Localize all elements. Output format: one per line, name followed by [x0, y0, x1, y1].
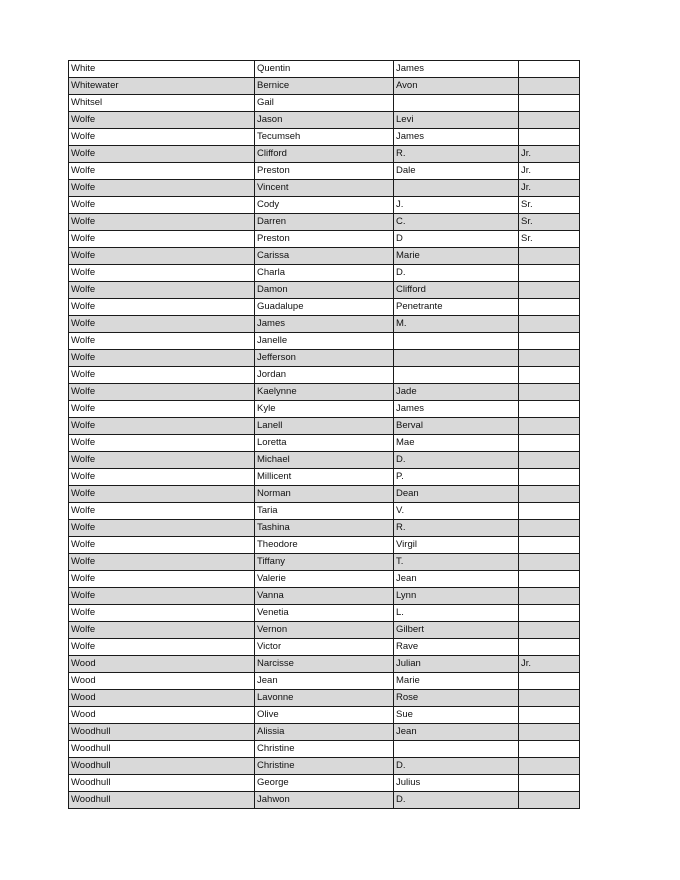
table-row [69, 163, 580, 180]
first-name-cell: Vernon [255, 622, 394, 639]
middle-name-cell: Julius [394, 775, 519, 792]
last-name-cell: Wolfe [69, 180, 255, 197]
last-name-cell: Wolfe [69, 588, 255, 605]
table-row [69, 588, 580, 605]
table-row [69, 367, 580, 384]
middle-name-cell: D. [394, 265, 519, 282]
suffix-cell: Jr. [519, 180, 580, 197]
last-name-cell: White [69, 61, 255, 78]
table-row [69, 622, 580, 639]
last-name-cell: Wolfe [69, 452, 255, 469]
last-name-cell: Wolfe [69, 401, 255, 418]
last-name-cell: Wolfe [69, 214, 255, 231]
table-row [69, 384, 580, 401]
last-name-cell: Wood [69, 656, 255, 673]
suffix-cell [519, 775, 580, 792]
table-row [69, 418, 580, 435]
suffix-cell: Jr. [519, 146, 580, 163]
first-name-cell: Janelle [255, 333, 394, 350]
table-row [69, 299, 580, 316]
table-row [69, 435, 580, 452]
middle-name-cell: Penetrante [394, 299, 519, 316]
middle-name-cell: Mae [394, 435, 519, 452]
middle-name-cell: Julian [394, 656, 519, 673]
first-name-cell: Carissa [255, 248, 394, 265]
table-row [69, 656, 580, 673]
suffix-cell [519, 95, 580, 112]
middle-name-cell [394, 180, 519, 197]
first-name-cell: Millicent [255, 469, 394, 486]
table-row [69, 605, 580, 622]
table-row [69, 248, 580, 265]
last-name-cell: Woodhull [69, 792, 255, 809]
last-name-cell: Wolfe [69, 537, 255, 554]
last-name-cell: Wolfe [69, 231, 255, 248]
middle-name-cell: V. [394, 503, 519, 520]
first-name-cell: Gail [255, 95, 394, 112]
first-name-cell: Victor [255, 639, 394, 656]
first-name-cell: Preston [255, 163, 394, 180]
table-row [69, 758, 580, 775]
first-name-cell: Michael [255, 452, 394, 469]
first-name-cell: James [255, 316, 394, 333]
table-row [69, 537, 580, 554]
table-row [69, 639, 580, 656]
first-name-cell: Lanell [255, 418, 394, 435]
suffix-cell [519, 639, 580, 656]
last-name-cell: Wood [69, 690, 255, 707]
first-name-cell: Jahwon [255, 792, 394, 809]
suffix-cell [519, 435, 580, 452]
middle-name-cell: Levi [394, 112, 519, 129]
last-name-cell: Wolfe [69, 248, 255, 265]
last-name-cell: Wolfe [69, 384, 255, 401]
middle-name-cell: Jean [394, 571, 519, 588]
middle-name-cell: P. [394, 469, 519, 486]
middle-name-cell: Clifford [394, 282, 519, 299]
first-name-cell: Tiffany [255, 554, 394, 571]
middle-name-cell: L. [394, 605, 519, 622]
first-name-cell: Clifford [255, 146, 394, 163]
first-name-cell: Damon [255, 282, 394, 299]
table-row [69, 724, 580, 741]
table-row [69, 95, 580, 112]
middle-name-cell: Marie [394, 673, 519, 690]
suffix-cell [519, 707, 580, 724]
first-name-cell: Darren [255, 214, 394, 231]
first-name-cell: Narcisse [255, 656, 394, 673]
first-name-cell: Lavonne [255, 690, 394, 707]
suffix-cell [519, 350, 580, 367]
first-name-cell: Tashina [255, 520, 394, 537]
suffix-cell [519, 248, 580, 265]
first-name-cell: Olive [255, 707, 394, 724]
last-name-cell: Wolfe [69, 112, 255, 129]
last-name-cell: Wolfe [69, 639, 255, 656]
last-name-cell: Wolfe [69, 316, 255, 333]
middle-name-cell: Sue [394, 707, 519, 724]
middle-name-cell: Lynn [394, 588, 519, 605]
suffix-cell [519, 418, 580, 435]
middle-name-cell: R. [394, 520, 519, 537]
table-row [69, 469, 580, 486]
middle-name-cell: Dean [394, 486, 519, 503]
table-row [69, 520, 580, 537]
first-name-cell: Preston [255, 231, 394, 248]
suffix-cell: Sr. [519, 231, 580, 248]
table-row [69, 554, 580, 571]
table-row [69, 571, 580, 588]
table-row [69, 401, 580, 418]
suffix-cell [519, 469, 580, 486]
last-name-cell: Wolfe [69, 163, 255, 180]
middle-name-cell: D [394, 231, 519, 248]
first-name-cell: Christine [255, 758, 394, 775]
middle-name-cell: D. [394, 792, 519, 809]
middle-name-cell: Berval [394, 418, 519, 435]
middle-name-cell: R. [394, 146, 519, 163]
middle-name-cell [394, 367, 519, 384]
first-name-cell: Jefferson [255, 350, 394, 367]
last-name-cell: Wolfe [69, 146, 255, 163]
first-name-cell: Norman [255, 486, 394, 503]
first-name-cell: Jean [255, 673, 394, 690]
table-row [69, 690, 580, 707]
last-name-cell: Wolfe [69, 367, 255, 384]
middle-name-cell: James [394, 129, 519, 146]
first-name-cell: Loretta [255, 435, 394, 452]
suffix-cell [519, 452, 580, 469]
suffix-cell [519, 673, 580, 690]
suffix-cell [519, 333, 580, 350]
suffix-cell: Jr. [519, 163, 580, 180]
middle-name-cell [394, 333, 519, 350]
middle-name-cell: Rave [394, 639, 519, 656]
suffix-cell [519, 724, 580, 741]
middle-name-cell: T. [394, 554, 519, 571]
table-row [69, 231, 580, 248]
table-row [69, 775, 580, 792]
table-row [69, 129, 580, 146]
table-row [69, 61, 580, 78]
table-row [69, 112, 580, 129]
table-row [69, 146, 580, 163]
middle-name-cell [394, 741, 519, 758]
table-row [69, 673, 580, 690]
suffix-cell [519, 129, 580, 146]
table-row [69, 316, 580, 333]
middle-name-cell: Rose [394, 690, 519, 707]
first-name-cell: Vincent [255, 180, 394, 197]
first-name-cell: Jason [255, 112, 394, 129]
table-row [69, 707, 580, 724]
last-name-cell: Wolfe [69, 333, 255, 350]
last-name-cell: Wolfe [69, 299, 255, 316]
last-name-cell: Wolfe [69, 350, 255, 367]
table-row [69, 214, 580, 231]
suffix-cell [519, 503, 580, 520]
table-row [69, 197, 580, 214]
last-name-cell: Wood [69, 707, 255, 724]
table-row [69, 265, 580, 282]
last-name-cell: Wolfe [69, 129, 255, 146]
last-name-cell: Wolfe [69, 197, 255, 214]
middle-name-cell: Virgil [394, 537, 519, 554]
last-name-cell: Wolfe [69, 418, 255, 435]
first-name-cell: Tecumseh [255, 129, 394, 146]
suffix-cell [519, 367, 580, 384]
suffix-cell [519, 758, 580, 775]
last-name-cell: Woodhull [69, 758, 255, 775]
first-name-cell: George [255, 775, 394, 792]
suffix-cell [519, 537, 580, 554]
first-name-cell: Kyle [255, 401, 394, 418]
last-name-cell: Wolfe [69, 469, 255, 486]
suffix-cell [519, 486, 580, 503]
middle-name-cell: Avon [394, 78, 519, 95]
middle-name-cell: Dale [394, 163, 519, 180]
suffix-cell [519, 282, 580, 299]
last-name-cell: Wolfe [69, 554, 255, 571]
first-name-cell: Taria [255, 503, 394, 520]
suffix-cell [519, 78, 580, 95]
first-name-cell: Valerie [255, 571, 394, 588]
middle-name-cell: Gilbert [394, 622, 519, 639]
suffix-cell [519, 384, 580, 401]
middle-name-cell: M. [394, 316, 519, 333]
first-name-cell: Quentin [255, 61, 394, 78]
suffix-cell [519, 299, 580, 316]
middle-name-cell: D. [394, 452, 519, 469]
suffix-cell [519, 554, 580, 571]
table-row [69, 503, 580, 520]
suffix-cell [519, 792, 580, 809]
last-name-cell: Wolfe [69, 282, 255, 299]
suffix-cell [519, 690, 580, 707]
middle-name-cell: Jade [394, 384, 519, 401]
first-name-cell: Cody [255, 197, 394, 214]
table-row [69, 741, 580, 758]
last-name-cell: Wolfe [69, 265, 255, 282]
last-name-cell: Wolfe [69, 503, 255, 520]
middle-name-cell: Jean [394, 724, 519, 741]
first-name-cell: Theodore [255, 537, 394, 554]
last-name-cell: Whitewater [69, 78, 255, 95]
suffix-cell [519, 112, 580, 129]
last-name-cell: Wolfe [69, 435, 255, 452]
suffix-cell [519, 588, 580, 605]
names-table [68, 60, 580, 809]
suffix-cell: Jr. [519, 656, 580, 673]
middle-name-cell: James [394, 401, 519, 418]
last-name-cell: Wolfe [69, 520, 255, 537]
last-name-cell: Woodhull [69, 724, 255, 741]
last-name-cell: Wood [69, 673, 255, 690]
first-name-cell: Charla [255, 265, 394, 282]
suffix-cell [519, 61, 580, 78]
table-row [69, 180, 580, 197]
suffix-cell [519, 622, 580, 639]
last-name-cell: Wolfe [69, 605, 255, 622]
suffix-cell [519, 520, 580, 537]
middle-name-cell: J. [394, 197, 519, 214]
first-name-cell: Kaelynne [255, 384, 394, 401]
first-name-cell: Alissia [255, 724, 394, 741]
first-name-cell: Vanna [255, 588, 394, 605]
suffix-cell [519, 265, 580, 282]
table-row [69, 350, 580, 367]
suffix-cell [519, 401, 580, 418]
table-row [69, 78, 580, 95]
suffix-cell: Sr. [519, 214, 580, 231]
table-row [69, 452, 580, 469]
suffix-cell [519, 316, 580, 333]
suffix-cell [519, 741, 580, 758]
table-row [69, 333, 580, 350]
suffix-cell [519, 605, 580, 622]
table-row [69, 486, 580, 503]
middle-name-cell: Marie [394, 248, 519, 265]
last-name-cell: Woodhull [69, 741, 255, 758]
middle-name-cell: C. [394, 214, 519, 231]
last-name-cell: Wolfe [69, 486, 255, 503]
last-name-cell: Woodhull [69, 775, 255, 792]
last-name-cell: Wolfe [69, 571, 255, 588]
middle-name-cell [394, 95, 519, 112]
suffix-cell [519, 571, 580, 588]
middle-name-cell: James [394, 61, 519, 78]
last-name-cell: Whitsel [69, 95, 255, 112]
last-name-cell: Wolfe [69, 622, 255, 639]
first-name-cell: Guadalupe [255, 299, 394, 316]
table-row [69, 282, 580, 299]
middle-name-cell [394, 350, 519, 367]
names-table-body [69, 61, 580, 809]
middle-name-cell: D. [394, 758, 519, 775]
first-name-cell: Jordan [255, 367, 394, 384]
first-name-cell: Bernice [255, 78, 394, 95]
first-name-cell: Venetia [255, 605, 394, 622]
suffix-cell: Sr. [519, 197, 580, 214]
first-name-cell: Christine [255, 741, 394, 758]
table-row [69, 792, 580, 809]
